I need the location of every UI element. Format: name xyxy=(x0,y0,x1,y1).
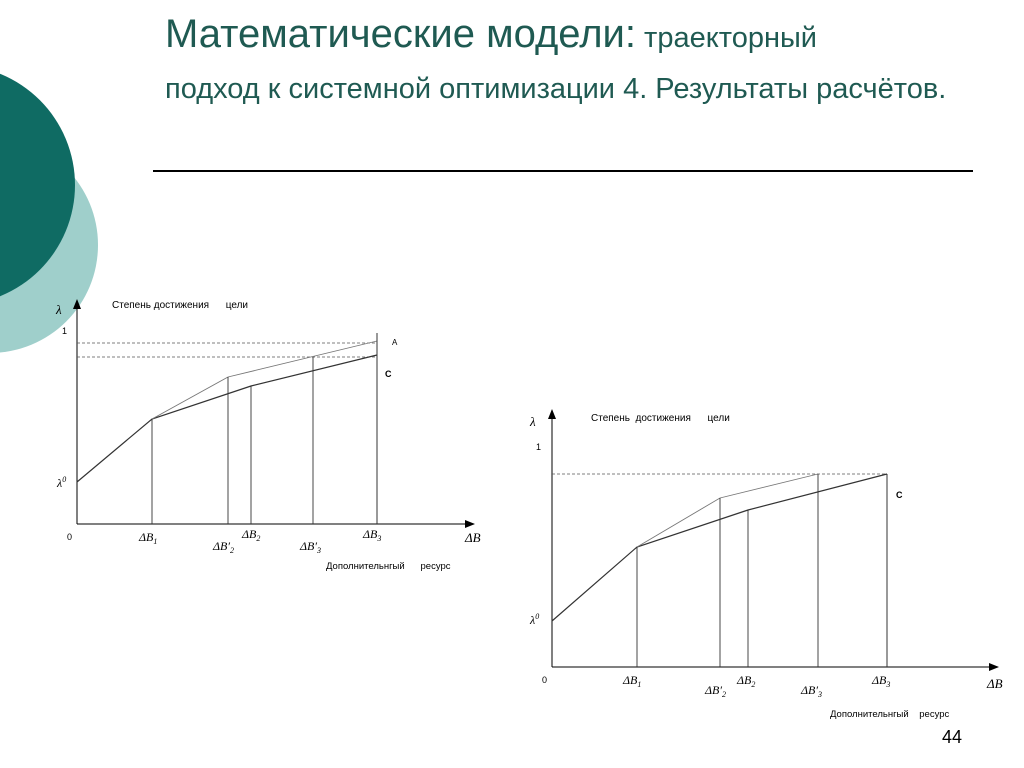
tick-b3: $\Delta B_3$ xyxy=(872,673,891,689)
y-axis-caption: Степень достижения цели xyxy=(591,413,730,424)
trajectory-a xyxy=(637,474,818,547)
trajectory-a xyxy=(152,341,377,419)
trajectory-c xyxy=(77,355,377,482)
x-axis-caption: Дополнительнгый ресурс xyxy=(830,709,950,720)
y-axis-symbol: λ xyxy=(56,302,62,317)
y-top-tick: 1 xyxy=(62,326,68,336)
lambda0-label: $\lambda^0$ xyxy=(57,475,67,490)
x-axis-symbol: ΔB xyxy=(465,530,481,545)
page-number: 44 xyxy=(941,727,962,747)
slide-title xyxy=(165,8,965,110)
tick-b2p: $\Delta B'_2$ xyxy=(213,539,234,555)
origin-label: 0 xyxy=(542,675,548,685)
tick-b2: $\Delta B_2$ xyxy=(737,673,756,689)
tick-b2p: $\Delta B'_2$ xyxy=(705,683,726,699)
tick-b3p: $\Delta B'_3$ xyxy=(801,683,822,699)
origin-label: 0 xyxy=(67,532,73,542)
point-a-label: A xyxy=(392,338,398,347)
point-c-label: C xyxy=(896,490,903,500)
title-rest: траекторный xyxy=(636,22,818,54)
y-axis-caption: Степень достижения цели xyxy=(112,300,249,311)
trajectory-c xyxy=(552,474,887,621)
tick-b3p: $\Delta B'_3$ xyxy=(300,539,321,555)
point-c-label: C xyxy=(385,369,392,379)
tick-b3: $\Delta B_3$ xyxy=(363,527,382,543)
lambda0-label: $\lambda^0$ xyxy=(530,612,540,627)
tick-b1: $\Delta B_1$ xyxy=(623,673,642,689)
y-top-tick: 1 xyxy=(536,442,542,452)
x-axis-symbol: ΔB xyxy=(987,676,1003,691)
title-underline xyxy=(153,170,973,172)
title-main: Математические модели: xyxy=(165,12,636,56)
x-axis-caption: Дополнительнгый ресурс xyxy=(326,561,451,572)
tick-b2: $\Delta B_2$ xyxy=(242,527,261,543)
title-line2: подход к системной оптимизации 4. Результаты расчётов. xyxy=(165,73,947,105)
decorative-circles xyxy=(0,0,120,420)
y-axis-symbol: λ xyxy=(530,414,536,429)
tick-b1: $\Delta B_1$ xyxy=(139,530,158,546)
